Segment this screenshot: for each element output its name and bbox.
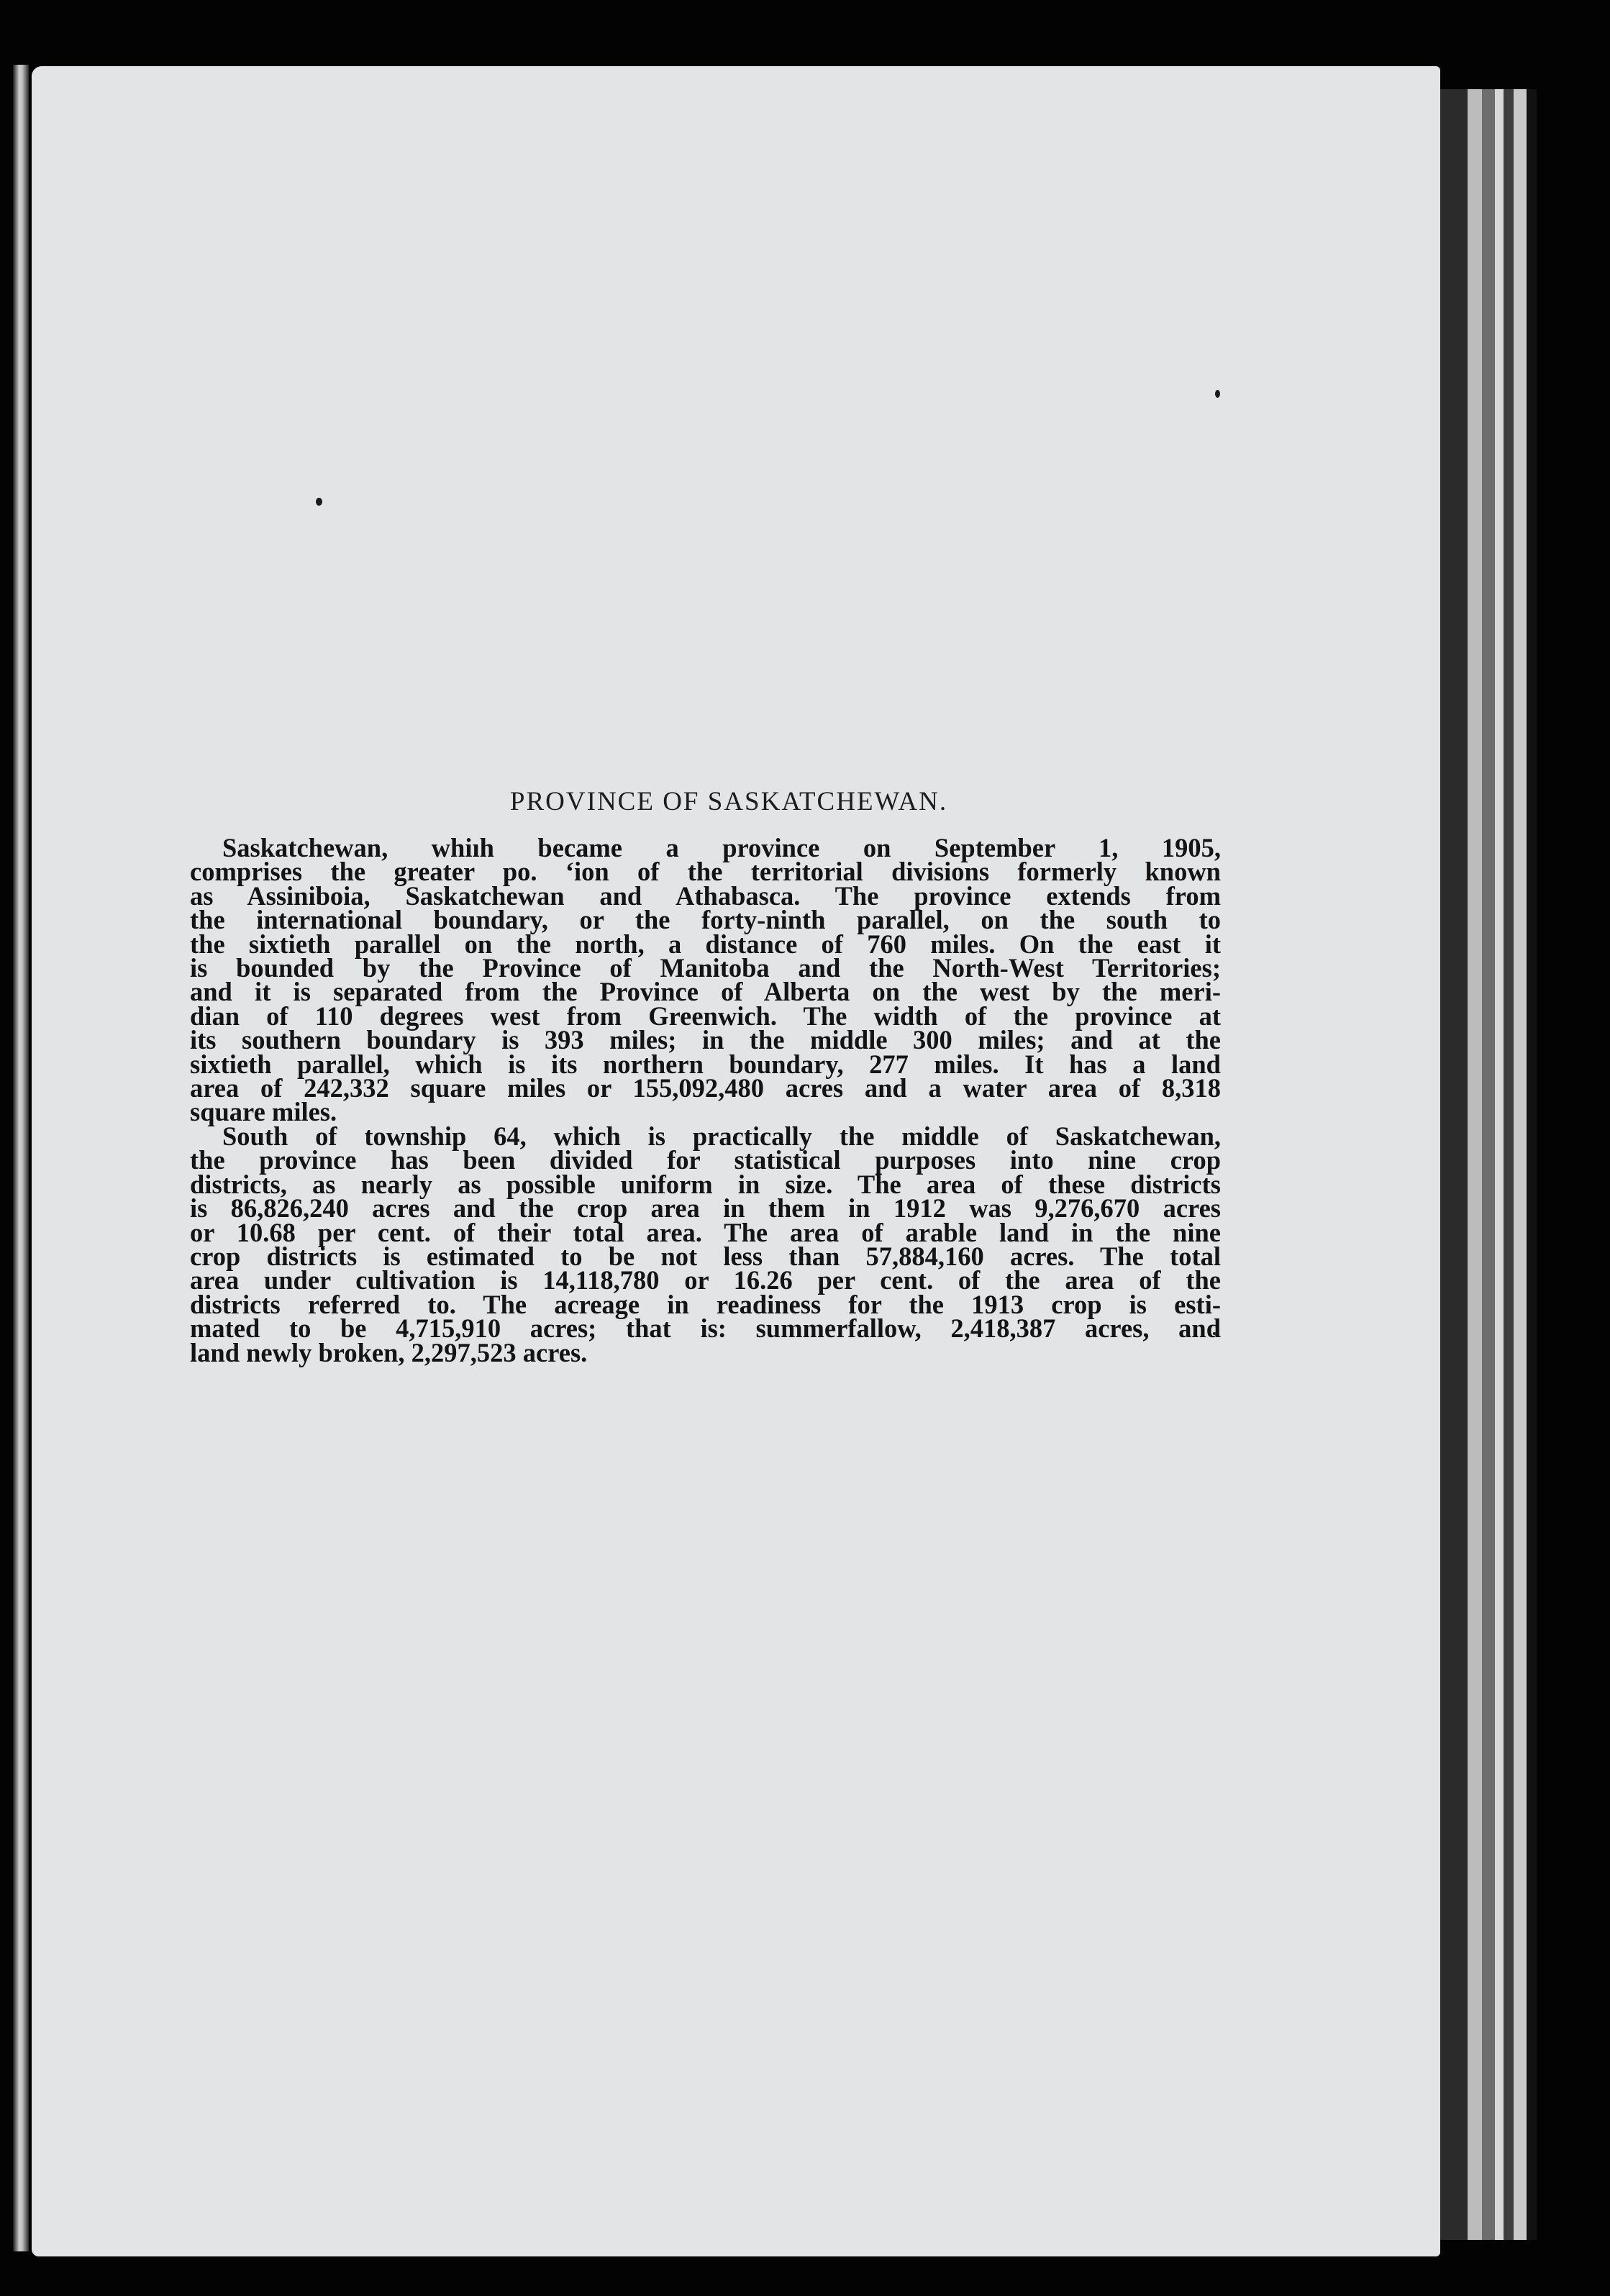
page-speck	[1215, 390, 1220, 398]
text-line: is 86,826,240 acres and the crop area in them in 1912 was 9,276,670 acres	[190, 1193, 1221, 1224]
page-stack-edge	[1440, 89, 1468, 2240]
page-stack-edge	[1482, 89, 1495, 2240]
text-line: area of 242,332 square miles or 155,092,480 acres and a water area of 8,318	[190, 1073, 1221, 1103]
text-line: comprises the greater po. ‘ion of the territorial divisions formerly known	[190, 857, 1221, 887]
document-page	[32, 66, 1440, 2256]
page-speck	[316, 498, 322, 506]
text-line: sixtieth parallel, which is its northern boundary, 277 miles. It has a land	[190, 1049, 1221, 1079]
text-line: crop districts is estimated to be not less than 57,884,160 acres. The total	[190, 1241, 1221, 1271]
text-line: area under cultivation is 14,118,780 or 16.26 per cent. of the area of the	[190, 1265, 1221, 1295]
text-line: the international boundary, or the forty-ninth parallel, on the south to	[190, 905, 1221, 935]
text-line: land newly broken, 2,297,523 acres.	[190, 1337, 588, 1367]
text-line: the sixtieth parallel on the north, a distance of 760 miles. On the east it	[190, 929, 1221, 959]
page-stack-edge	[1468, 89, 1482, 2240]
text-line: or 10.68 per cent. of their total area. The area of arable land in the nine	[190, 1217, 1221, 1247]
text-line: and it is separated from the Province of Alberta on the west by the meri-	[190, 977, 1221, 1007]
left-page-edge	[13, 65, 29, 2251]
text-line: the province has been divided for statistical purposes into nine crop	[190, 1145, 1221, 1175]
text-line: South of township 64, which is practically the middle of Saskatchewan,	[222, 1121, 1221, 1151]
page-stack-edge	[1504, 89, 1514, 2240]
text-line: square miles.	[190, 1097, 337, 1127]
text-line: is bounded by the Province of Manitoba and the North-West Territories;	[190, 953, 1221, 983]
paragraph-1	[190, 833, 1221, 1127]
text-line: districts referred to. The acreage in readiness for the 1913 crop is esti-	[190, 1289, 1221, 1319]
text-line: its southern boundary is 393 miles; in the middle 300 miles; and at the	[190, 1025, 1221, 1055]
text-line: districts, as nearly as possible uniform in size. The area of these districts	[190, 1169, 1221, 1199]
page-title: PROVINCE OF SASKATCHEWAN.	[509, 787, 948, 816]
page-stack-edge	[1527, 89, 1537, 2240]
page-stack-edge	[1495, 89, 1504, 2240]
page-stack-edge	[1514, 89, 1527, 2240]
body-text	[190, 833, 1221, 1367]
text-line: as Assiniboia, Saskatchewan and Athabasca. The province extends from	[190, 880, 1221, 911]
text-line: Saskatchewan, whiıh became a province on September 1, 1905,	[222, 833, 1221, 862]
text-line: mated to be 4,715,910 acres; that is: summerfallow, 2,418,387 acres, and	[190, 1313, 1221, 1344]
paragraph-2	[190, 1121, 1221, 1367]
text-line: dian of 110 degrees west from Greenwich. The width of the province at	[190, 1001, 1221, 1031]
